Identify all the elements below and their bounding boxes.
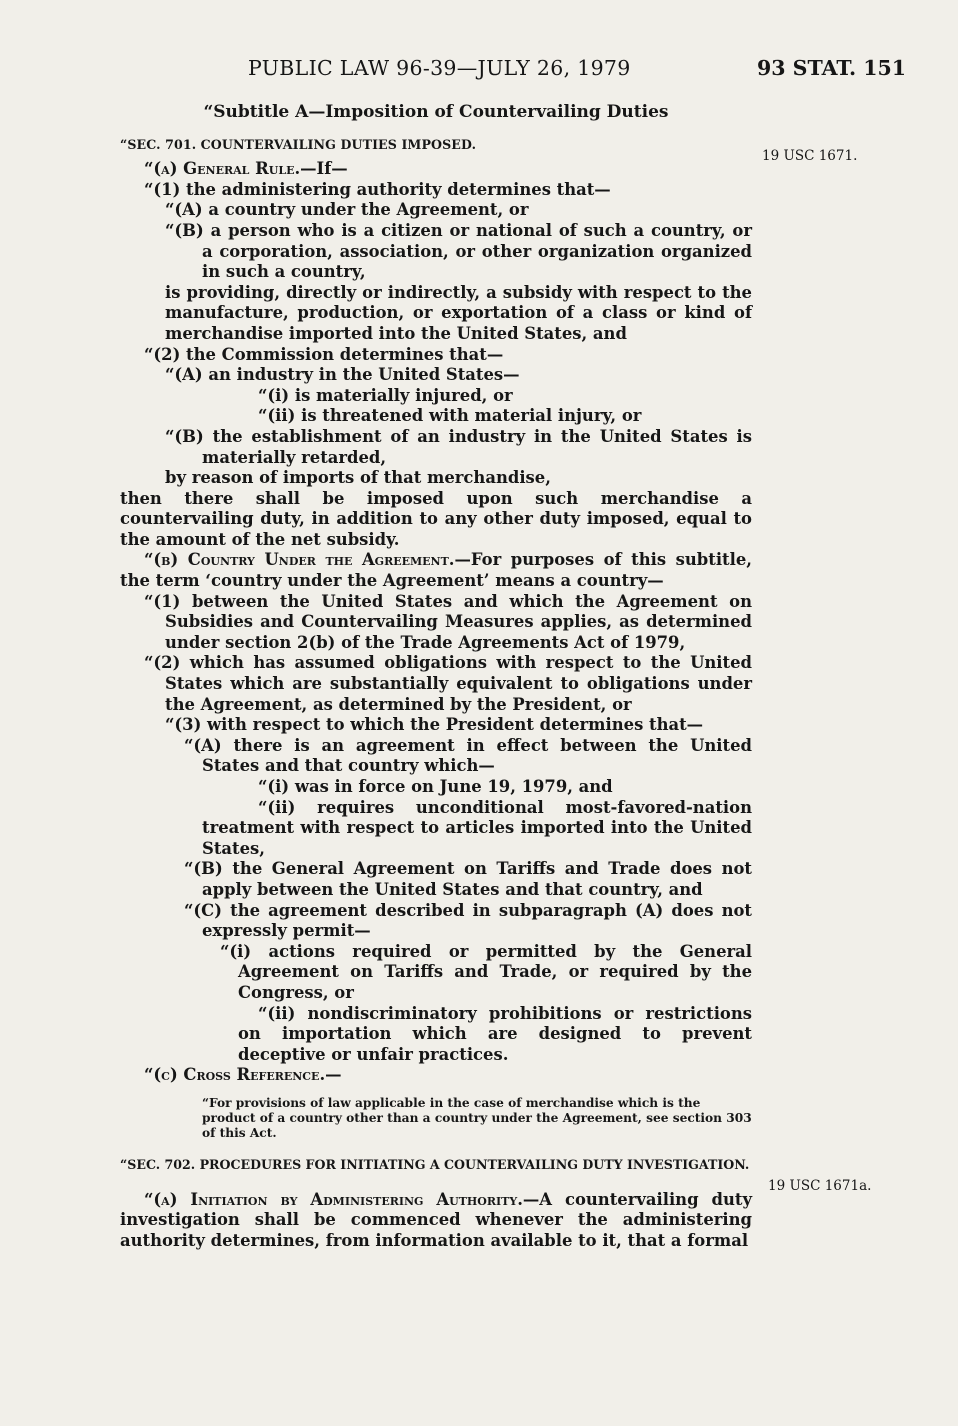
cross-reference-note: “For provisions of law applicable in the case of merchandise which is the product of a country other than a country under the Agreement, see section 303 of this Act.: [202, 1095, 752, 1140]
clause-a2Aii: “(ii) is threatened with material injury, or: [258, 406, 642, 426]
clause-a2Ai: “(i) is materially injured, or: [258, 385, 513, 405]
paragraph-a1A: “(A) a country under the Agreement, or: [165, 200, 529, 220]
paragraph-a2: “(2) the Commission determines that—: [144, 344, 504, 364]
paragraph-b3A: “(A) there is an agreement in effect between the United States and that country which—: [184, 735, 752, 776]
margin-citation-1671: 19 USC 1671.: [762, 148, 858, 164]
section-702-heading: “SEC. 702. PROCEDURES FOR INITIATING A COUNTERVAILING DUTY INVESTIGATION.: [120, 1156, 750, 1172]
paragraph-a2B: “(B) the establishment of an industry in the United States is materially retarded,: [165, 426, 752, 467]
running-header-title: PUBLIC LAW 96-39—JULY 26, 1979: [248, 56, 631, 80]
paragraph-a1-continuation: is providing, directly or indirectly, a subsidy with respect to the manufacture, production, or exportation of a class or kind of merchandise imported into the United States, and: [165, 282, 752, 343]
paragraph-b2: “(2) which has assumed obligations with respect to the United States which are substantially equivalent to obligations under the Agreement, as determined by the President, or: [144, 653, 752, 714]
subsection-a-title: “(a) General Rule.: [144, 159, 301, 179]
section-701-heading: “SEC. 701. COUNTERVAILING DUTIES IMPOSED.: [120, 136, 477, 152]
clause-b3Cii: “(ii) nondiscriminatory prohibitions or restrictions on importation which are designed to prevent deceptive or unfair practices.: [238, 1003, 752, 1064]
paragraph-b3B: “(B) the General Agreement on Tariffs and Trade does not apply between the United States and that country, and: [184, 859, 752, 899]
subsection-c-heading: [120, 1065, 752, 1086]
subsection-b-heading: [120, 550, 752, 591]
margin-citation-1671a: 19 USC 1671a.: [768, 1178, 872, 1194]
paragraph-a1: “(1) the administering authority determines that—: [144, 179, 611, 199]
subtitle-heading: “Subtitle A—Imposition of Countervailing Duties: [203, 102, 669, 122]
clause-b3Ai: “(i) was in force on June 19, 1979, and: [258, 777, 613, 796]
subsection-c-title: “(c) Cross Reference.: [144, 1065, 326, 1085]
section-702a-text: —A countervailing duty investigation shall be commenced whenever the administering authority determines, from information available to it, that a formal: [120, 1189, 752, 1250]
paragraph-b1: “(1) between the United States and which the Agreement on Subsidies and Countervailing Measures applies, as determined under section 2(b) of the Trade Agreements Act of 1979,: [144, 591, 752, 652]
subsection-b-lead: —For purposes of this subtitle, the term ‘country under the Agreement’ means a country—: [120, 550, 752, 591]
clause-b3Ci: “(i) actions required or permitted by the General Agreement on Tariffs and Trade, or required by the Congress, or: [220, 941, 752, 1002]
subsection-c-lead: —: [325, 1065, 342, 1085]
paragraph-a2A: “(A) an industry in the United States—: [165, 365, 520, 385]
section-702a-title: “(a) Initiation by Administering Authority.: [144, 1189, 523, 1209]
subsection-a-lead: —If—: [300, 159, 348, 179]
paragraph-a1B: “(B) a person who is a citizen or national of such a country, or a corporation, association, or other organization organized in such a country,: [165, 220, 752, 282]
page-stat-number: 93 STAT. 151: [757, 56, 907, 80]
section-702-subsection-a: [120, 1190, 752, 1252]
paragraph-b3: “(3) with respect to which the President determines that—: [165, 715, 704, 735]
subsection-b-title: “(b) Country Under the Agreement.: [144, 550, 455, 570]
statute-body: [120, 102, 752, 1251]
paragraph-a2-continuation: by reason of imports of that merchandise,: [165, 468, 551, 488]
subsection-a-heading: [120, 159, 752, 180]
subsection-a-closing: then there shall be imposed upon such merchandise a countervailing duty, in addition to any other duty imposed, equal to the amount of the net subsidy.: [120, 488, 752, 549]
paragraph-b3C: “(C) the agreement described in subparagraph (A) does not expressly permit—: [184, 900, 752, 941]
clause-b3Aii: “(ii) requires unconditional most-favored-nation treatment with respect to articles imported into the United States,: [202, 797, 752, 858]
